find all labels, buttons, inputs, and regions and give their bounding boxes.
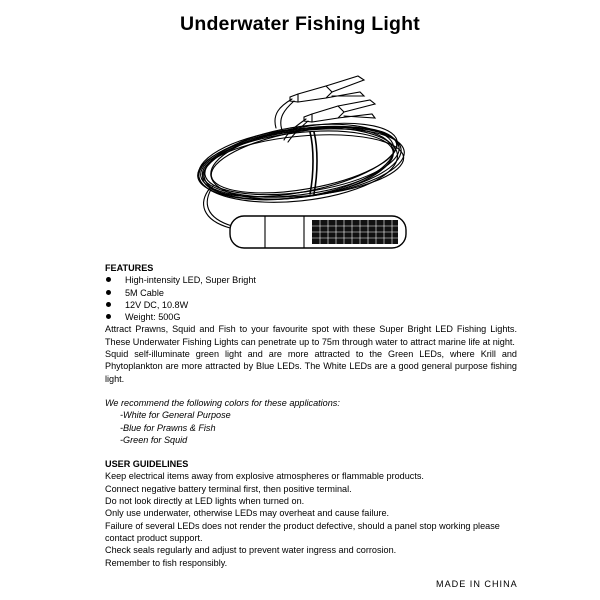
- recommend-item: -Blue for Prawns & Fish: [120, 422, 216, 433]
- led-paragraph: Squid self-illuminate green light and are more attracted to the Green LEDs, where Krill and Phytoplankton are more attracted by Blue LEDs. The White LEDs are a good general purpose fishing light.: [105, 349, 517, 384]
- cable-coil-icon: [194, 110, 408, 212]
- feature-item: Weight: 500G: [105, 311, 517, 323]
- recommend-item: -White for General Purpose: [120, 410, 231, 421]
- fishing-light-illustration-icon: [180, 48, 420, 263]
- guideline-item: Connect negative battery terminal first, then positive terminal.: [105, 483, 352, 494]
- made-in-label: MADE IN CHINA: [436, 579, 518, 589]
- guideline-item: Keep electrical items away from explosive atmospheres or flammable products.: [105, 471, 424, 482]
- feature-item: High-intensity LED, Super Bright: [105, 274, 517, 286]
- light-tube-icon: [230, 216, 406, 248]
- features-heading: FEATURES: [105, 263, 154, 273]
- guidelines-list: [105, 470, 517, 568]
- guideline-item: Failure of several LEDs does not render the product defective, should a panel stop working please contact product support.: [105, 520, 500, 543]
- guideline-item: Do not look directly at LED lights when turned on.: [105, 496, 305, 507]
- battery-clip-icon: [304, 100, 375, 122]
- feature-item: 12V DC, 10.8W: [105, 299, 517, 311]
- guideline-item: Remember to fish responsibly.: [105, 557, 228, 568]
- recommend-item: -Green for Squid: [120, 434, 188, 445]
- battery-clip-icon: [290, 76, 364, 102]
- guideline-item: Check seals regularly and adjust to prevent water ingress and corrosion.: [105, 545, 397, 556]
- guideline-item: Only use underwater, otherwise LEDs may overheat and cause failure.: [105, 508, 390, 519]
- page-title: Underwater Fishing Light: [180, 13, 420, 35]
- recommend-intro: We recommend the following colors for these applications:: [105, 397, 340, 408]
- guidelines-heading: USER GUIDELINES: [105, 459, 189, 470]
- feature-item: 5M Cable: [105, 287, 517, 299]
- features-list: [105, 274, 517, 323]
- recommend-list: [105, 409, 517, 446]
- description-body: [105, 262, 517, 569]
- intro-paragraph: Attract Prawns, Squid and Fish to your favourite spot with these Super Bright LED Fishing Lights. These Underwater Fishing Lights can penetrate up to 75m through water to attract marine life at night.: [105, 324, 517, 347]
